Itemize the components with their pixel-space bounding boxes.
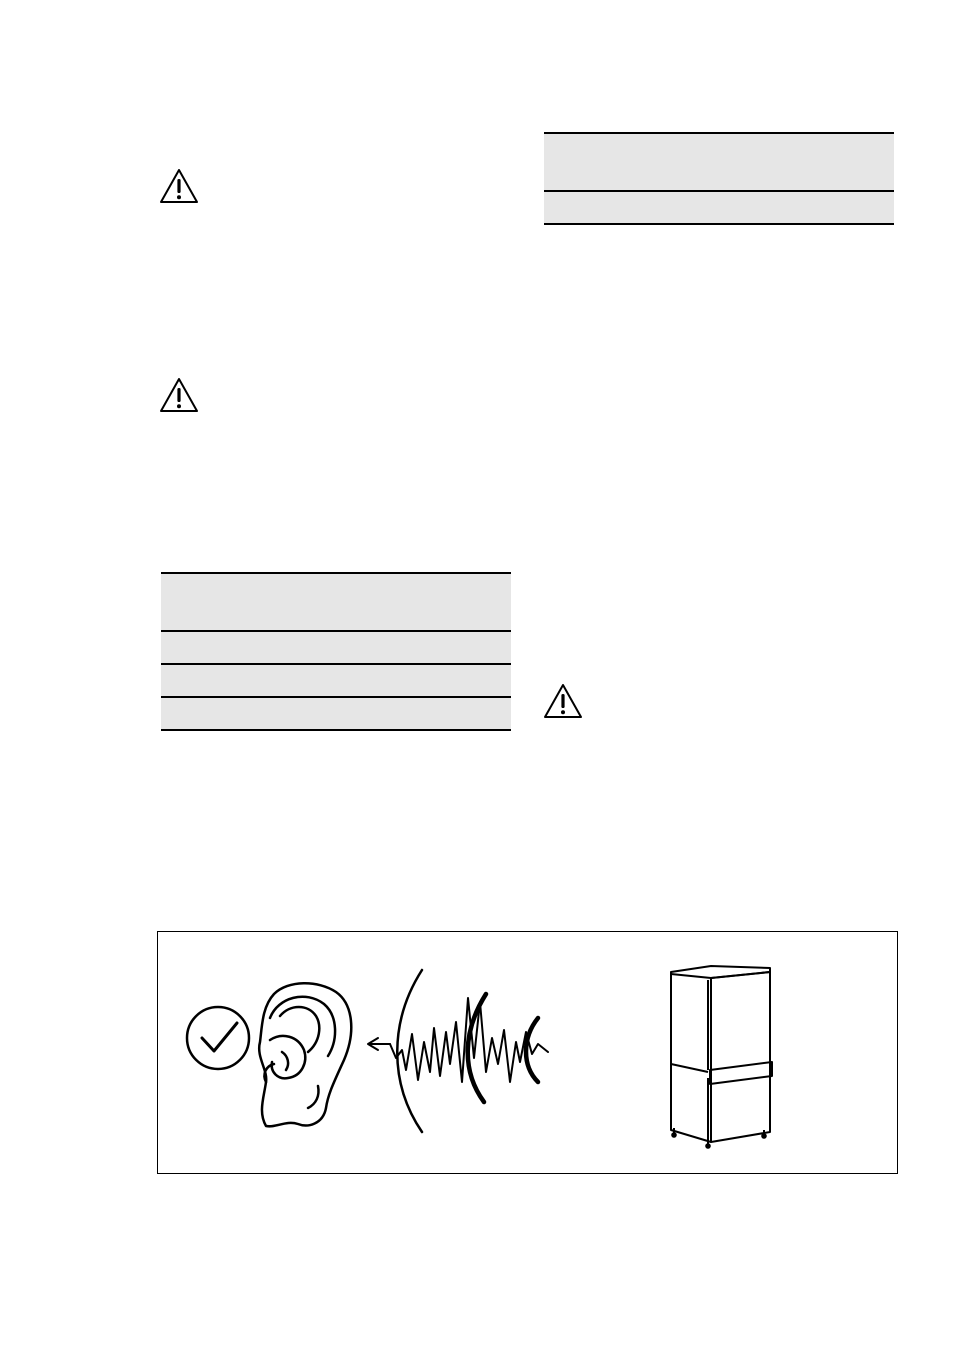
table-row xyxy=(161,632,511,665)
noise-illustration xyxy=(158,932,897,1173)
fridge-freezer-icon xyxy=(671,966,772,1148)
warning-icon-2 xyxy=(159,377,199,413)
table-header-row xyxy=(544,134,894,192)
ear-icon xyxy=(259,983,351,1126)
table-left xyxy=(161,572,511,731)
sound-wave-icon xyxy=(368,970,548,1132)
table-header-row xyxy=(161,574,511,632)
table-row xyxy=(161,665,511,698)
table-row xyxy=(544,192,894,225)
table-row xyxy=(161,698,511,731)
warning-icon-1 xyxy=(159,168,199,204)
warning-icon-3 xyxy=(543,683,583,719)
table-top-right xyxy=(544,132,894,225)
checkmark-circle-icon xyxy=(187,1007,249,1069)
noise-illustration-frame xyxy=(157,931,898,1174)
